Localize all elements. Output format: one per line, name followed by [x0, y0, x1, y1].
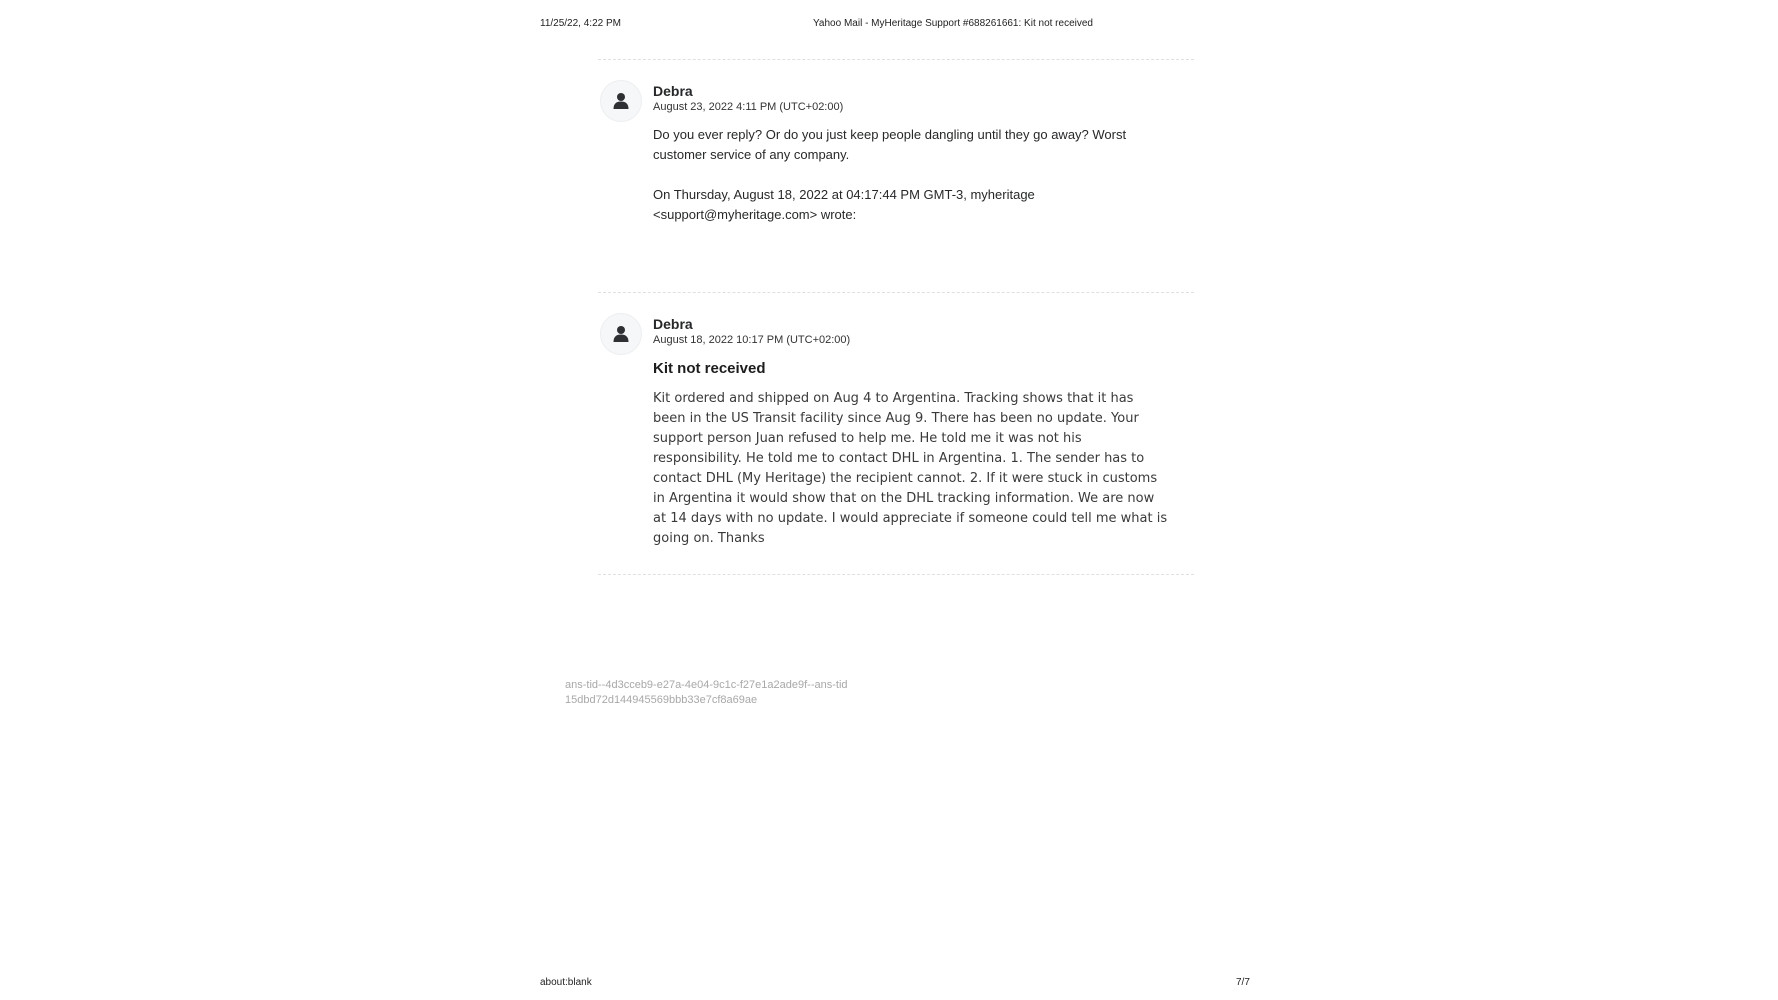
message-text — [653, 125, 1173, 225]
message-subject: Kit not received — [653, 360, 766, 377]
print-datetime: 11/25/22, 4:22 PM — [540, 18, 621, 29]
tracking-id — [565, 678, 848, 708]
sender-name: Debra — [653, 316, 693, 332]
message-body: Kit ordered and shipped on Aug 4 to Argentina. Tracking shows that it has been in the US Transit facility since Aug 9. There has been no update. Your support person Juan refused to help me. He told me it was not his responsibility. He told me to contact DHL in Argentina. 1. The sender has to contact DHL (My Heritage) the recipient cannot. 2. If it were stuck in customs in Argentina it would show that on the DHL tracking information. We are now at 14 days with no update. I would appreciate if someone could tell me what is going on. Thanks — [653, 391, 1168, 546]
message-divider — [598, 292, 1194, 293]
print-url: about:blank — [540, 977, 592, 988]
quote-header: On Thursday, August 18, 2022 at 04:17:44 PM GMT-3, myheritage <support@myheritage.com> wrote: — [653, 187, 1035, 222]
user-icon — [600, 313, 642, 355]
message-date: August 18, 2022 10:17 PM (UTC+02:00) — [653, 334, 851, 346]
tracking-line: 15dbd72d144945569bbb33e7cf8a69ae — [565, 694, 758, 706]
page-number: 7/7 — [1236, 977, 1250, 988]
message-divider — [598, 59, 1194, 60]
message-date: August 23, 2022 4:11 PM (UTC+02:00) — [653, 101, 844, 113]
print-page-title: Yahoo Mail - MyHeritage Support #688261661: Kit not received — [813, 18, 1093, 29]
user-icon — [600, 80, 642, 122]
message-paragraph: Do you ever reply? Or do you just keep people dangling until they go away? Worst customer service of any company. — [653, 127, 1127, 162]
message-divider — [598, 574, 1194, 575]
tracking-line: ans-tid--4d3cceb9-e27a-4e04-9c1c-f27e1a2ade9f--ans-tid — [565, 679, 848, 691]
sender-name: Debra — [653, 83, 693, 99]
